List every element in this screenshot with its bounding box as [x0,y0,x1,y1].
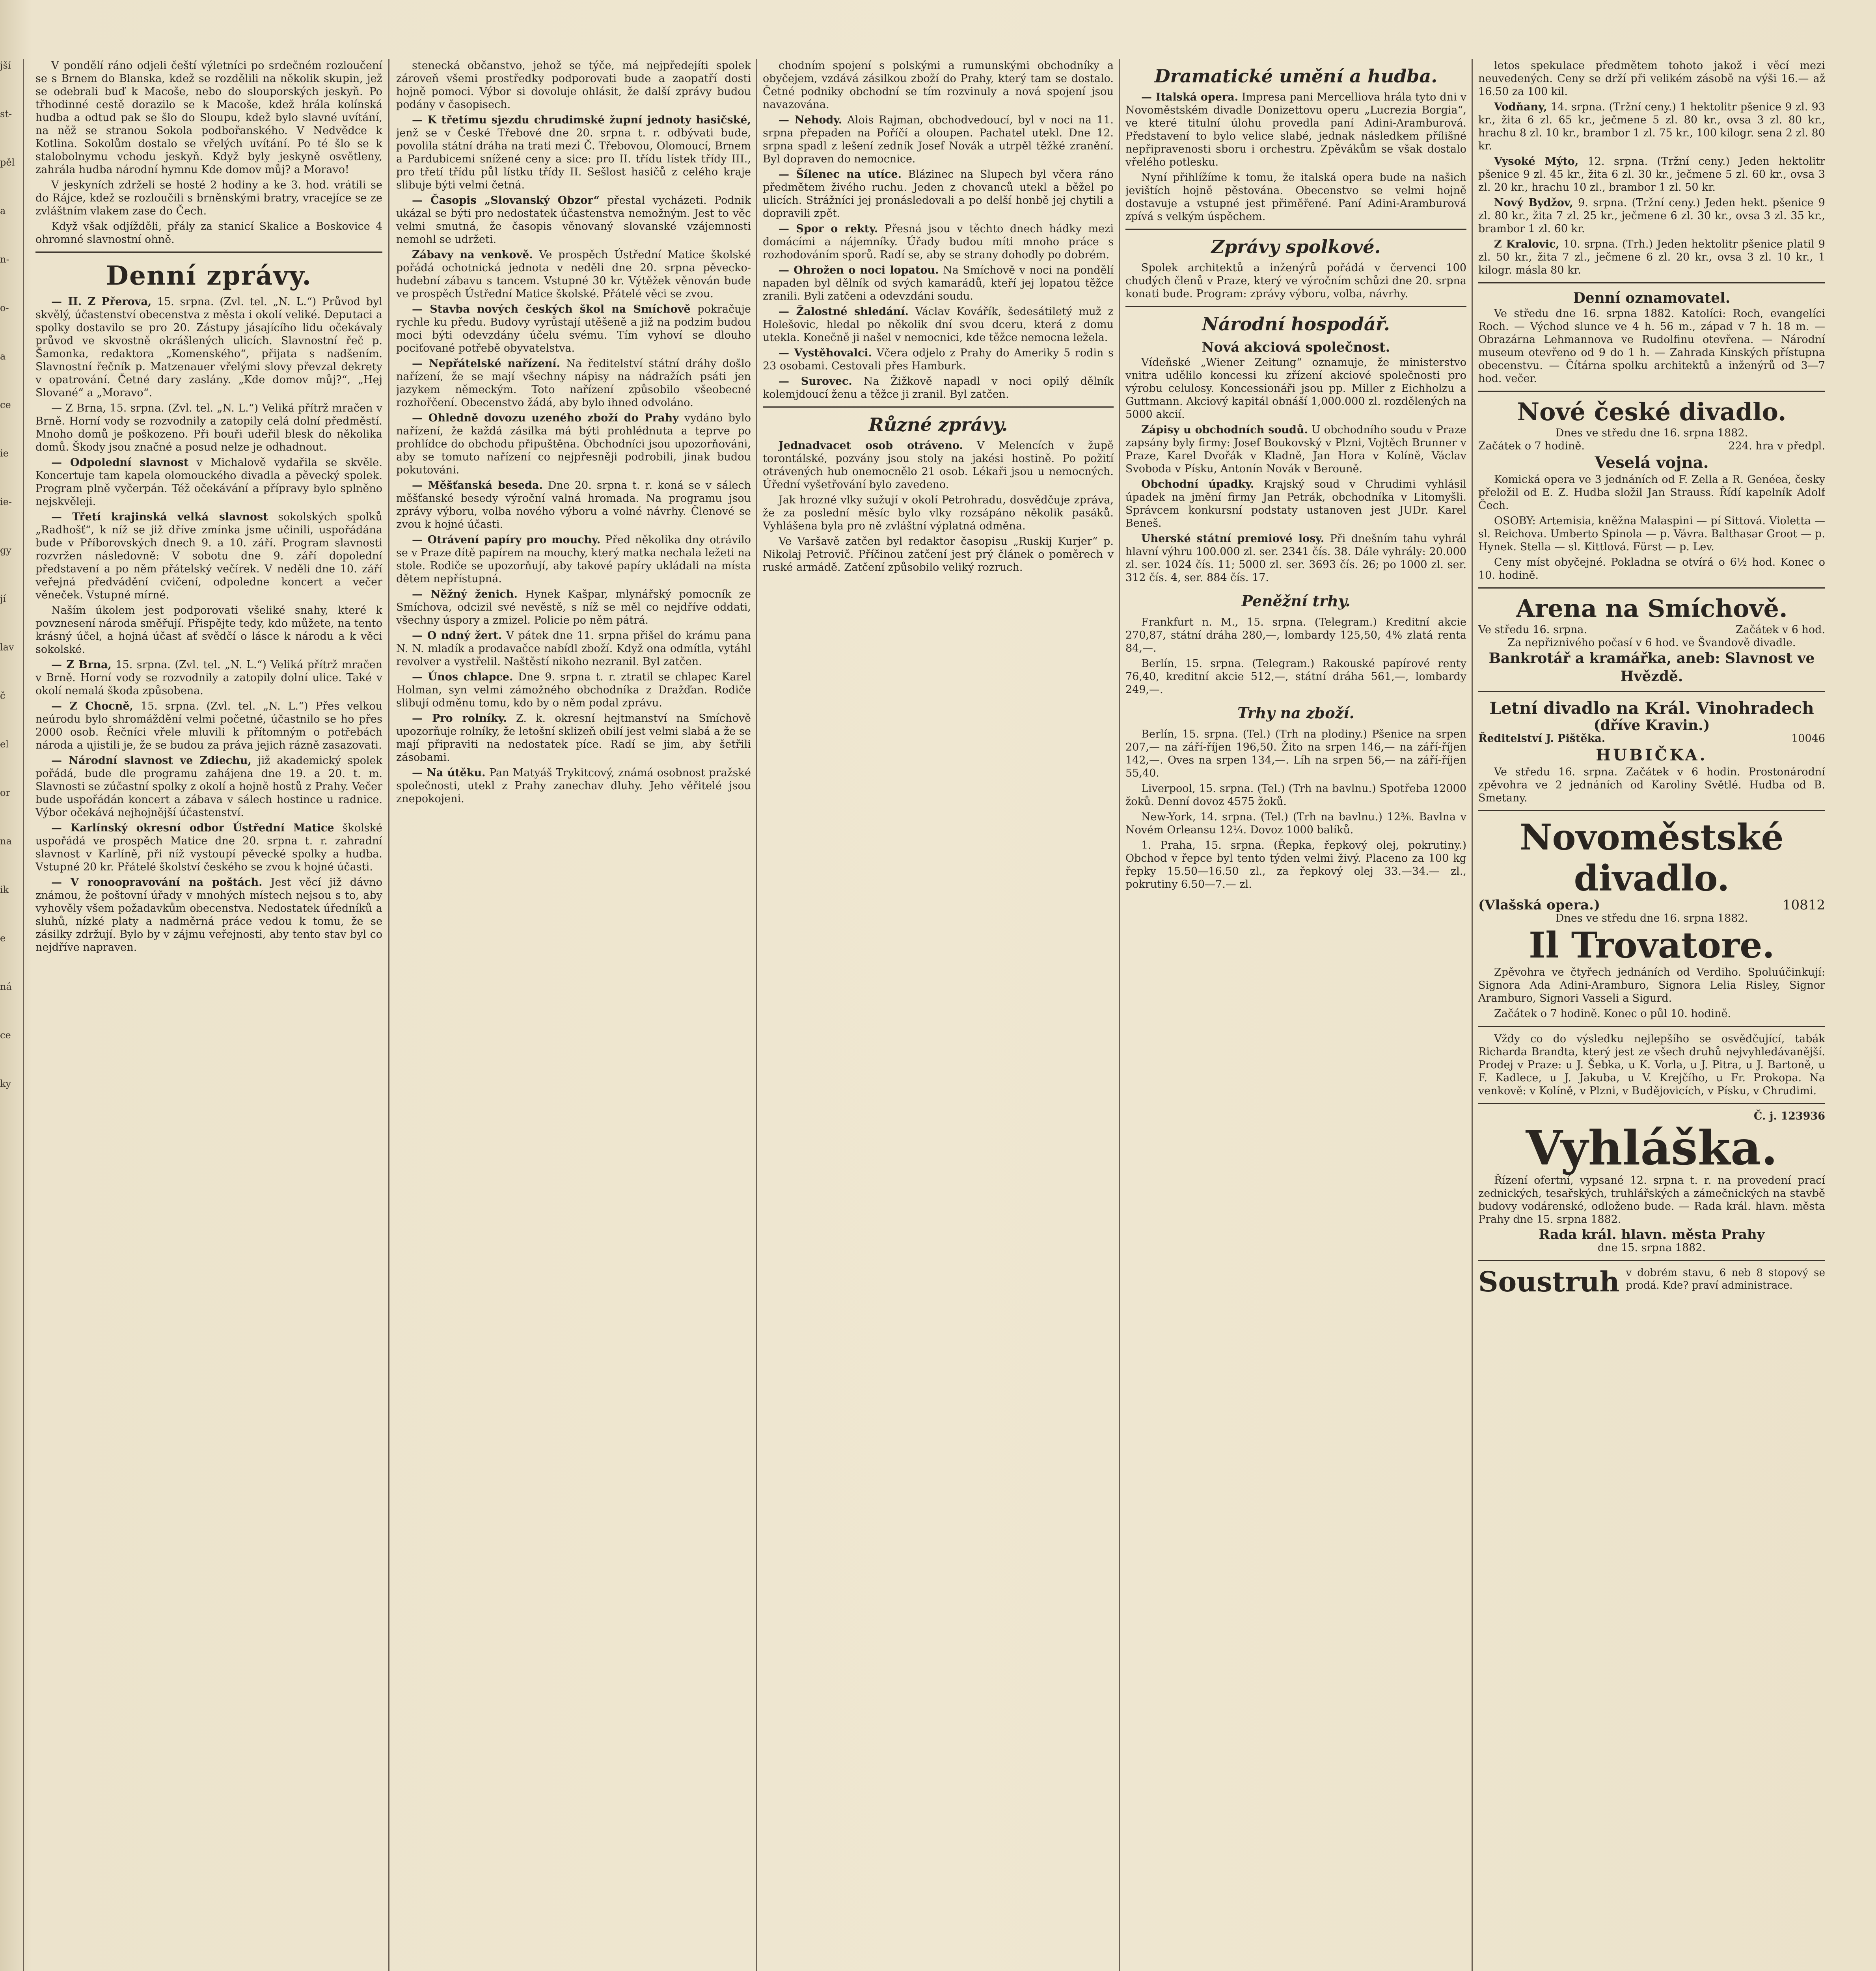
play-title: Bankrotář a kramářka, aneb: Slavnost ve Hvězdě. [1489,650,1815,685]
news-item: — Nehody. Alois Rajman, obchodvedoucí, byl v noci na 11. srpna přepaden na Poříčí a oloupen. Pachatel utekl. Dne 12. srpna spadl z lešení zedník Josef Novák a utrpěl těžké zranění. Byl dopraven do nemocnice. [763,114,1114,165]
separator [763,406,1114,408]
news-item: — Ohrožen o noci lopatou. Na Smíchově v noci na pondělí napaden byl dělník od svých kamarádů, kteří jej lopatou těžce zranili. Byli zatčeni a odevzdáni soudu. [763,264,1114,302]
news-item: Jak hrozné vlky sužují v okolí Petrohradu, dosvědčuje zpráva, že za poslední měsíc bylo vlky rozsápáno několik pasáků. Vyhlášena byla pro ně zvláštní výplatná odměna. [763,494,1114,532]
news-item: Nyní přihlížíme k tomu, že italská opera bude na našich jevištích hojně pěstována. Obecenstvo se velmi hojně dostavuje a vstupné jest přiměřené. Paní Adini-Aramburová zpívá s velkým úspěchem. [1125,171,1466,223]
news-item: — Karlínský okresní odbor Ústřední Matice školské uspořádá ve prospěch Matice dne 20. srpna t. r. zahradní slavnost v Karlíně, při níž vystoupí pěvecké spolky a hudba. Vstupné 20 kr. Přátelé školství českého se zvou k hojné účasti. [35,822,382,873]
edge-fragment: ky [0,1078,11,1089]
article-intro-3: Když však odjížděli, přály za stanicí Skalice a Boskovice 4 ohromné slavnostní ohně. [35,220,382,246]
separator [1125,306,1466,307]
separator [1478,282,1825,283]
section-title-denni-oznamovatel: Denní oznamovatel. [1573,290,1731,306]
news-item: — Šílenec na utíce. Blázinec na Slupech byl včera ráno předmětem živého ruchu. Jeden z chovanců utekl a běžel po ulicích. Strážníci jej pronásledovali a po delší honbě jej chytili a dopravili zpět. [763,168,1114,220]
separator [1478,1103,1825,1104]
separator [1478,587,1825,589]
separator [1478,691,1825,692]
market-report: New-York, 14. srpna. (Tel.) (Trh na bavlnu.) 12⅜. Bavlna v Novém Orleansu 12¼. Dovoz 1000 balíků. [1125,811,1466,836]
news-item: — Měšťanská beseda. Dne 20. srpna t. r. koná se v sálech měšťanské besedy výroční valná hromada. Na programu jsou zprávy výboru, volba nového výboru a volné návrhy. Členové se zvou k hojné účasti. [396,479,751,531]
theatre-listing-novomestske: Novoměstské divadlo. (Vlašská opera.) 10812 Dnes ve středu dne 16. srpna 1882. Il Trovatore. [1478,816,1825,966]
news-item: — Otrávení papíry pro mouchy. Před několika dny otrávilo se v Praze dítě papírem na mouchy, který matka nechala ležeti na stole. Rodiče se upozorňují, aby takové papíry ukládali na místa dětem nepřístupná. [396,534,751,585]
play-description: Komická opera ve 3 jednáních od F. Zella a R. Genéea, česky přeložil od E. Z. Hudba složil Jan Strauss. Řídí kapelník Adolf Čech. [1478,473,1825,512]
advertisement-tabak: Vždy co do výsledku nejlepšího se osvědčující, tabák Richarda Brandta, který jest ze všech druhů nejvyhledávanější. Prodej v Praze: u J. Šebka, u K. Vorla, u J. Pitra, u J. Bartoně, u F. Kadlece, u J. Jakuba, u V. Krejčího, u Fr. Prokopa. Na venkově: v Kolíně, v Plzni, v Budějovicích, v Písku, v Chrudimi. [1478,1033,1825,1097]
news-item: — Národní slavnost ve Zdiechu, již akademický spolek pořádá, bude dle programu zahájena dne 19. a 20. t. m. Slavnosti se zúčastní spolky z okolí a hojně hostů z Prahy. Večer bude uspořádán koncert a zábava v sálech hostince u radnice. Výbor očekává nejhojnější účastenství. [35,754,382,819]
play-cast: OSOBY: Artemisia, kněžna Malaspini — pí Sittová. Violetta — sl. Reichova. Umberto Spinola — p. Vávra. Balthasar Groot — p. Hynek. Stella — sl. Kittlová. Fürst — p. Lev. [1478,515,1825,553]
section-title-trhy-na-zbozi: Trhy na zboží. [1237,704,1354,722]
edge-fragment: ce [0,1030,11,1041]
news-item: Jednadvacet osob otráveno. V Melencích v župě torontálské, pozvány jsou stoly na jakési hostině. Po požití otrávených hub onemocnělo 21 osob. Lékaři jsou u nemocných. Úřední vyšetřování bylo zavedeno. [763,440,1114,491]
section-title-dramaticke-umeni: Dramatické umění a hudba. [1154,65,1438,87]
news-item: Ve Varšavě zatčen byl redaktor časopisu „Ruskij Kurjer“ p. Nikolaj Petrovič. Příčinou zatčení jest prý článek o poměrech v ruské armádě. Zatčení způsobilo veliký rozruch. [763,535,1114,574]
market-report: Vodňany, 14. srpna. (Tržní ceny.) 1 hektolitr pšenice 9 zl. 93 kr., žita 6 zl. 65 kr., ječmene 5 zl. 80 kr., ovsa 3 zl. 80 kr., hrachu 8 zl. 10 kr., brambor 1 zl. 75 kr., 100 kilogr. sena 2 zl. 80 kr. [1478,101,1825,152]
market-report: Berlín, 15. srpna. (Tel.) (Trh na plodiny.) Pšenice na srpen 207,— na září-říjen 196,50. Žito na srpen 146,— na září-říjen 142,—. Oves na srpen 134,—. Líh na srpen 56,— na září-říjen 55,40. [1125,728,1466,779]
theatre-listing-arena: Arena na Smíchově. Ve středu 16. srpna. Začátek v 6 hod. Za nepřiznivého počasí v 6 hod. ve Švandově divadle. Bankrotář a kramářka, aneb: Slavnost ve Hvězdě. [1478,594,1825,685]
article-intro-2: V jeskyních zdrželi se hosté 2 hodiny a ke 3. hod. vrátili se do Rájce, kdež se rozloučili s brněnskými bratry, vracejíce se ze zvláštním vlakem zase do Čech. [35,179,382,217]
play-prices: Ceny míst obyčejné. Pokladna se otvírá o 6½ hod. Konec o 10. hodině. [1478,556,1825,581]
news-item: Zápisy u obchodních soudů. U obchodního soudu v Praze zapsány byly firmy: Josef Boukovský v Plzni, Vojtěch Brunner v Praze, Karel Dvořák v Kladně, Jan Hora v Kolíně, Václav Svoboda v Písku, Antonín Novák v Berouně. [1125,424,1466,475]
news-item: Spolek architektů a inženýrů pořádá v červenci 100 chudých členů v Praze, který ve výročním schůzi dne 20. srpna konati bude. Program: zprávy výboru, volba, návrhy. [1125,262,1466,300]
column-rule [23,59,24,1971]
market-report: 1. Praha, 15. srpna. (Řepka, řepkový olej, pokrutiny.) Obchod v řepce byl tento týden velmi živý. Placeno za 100 kg řepky 15.50—16.50 zl., za řepkový olej 33.—34.— zl., pokrutiny 6.50—7.— zl. [1125,839,1466,890]
column-5 [1478,59,1825,1971]
news-item: — V ronoopravování na poštách. Jest věcí již dávno známou, že poštovní úřady v mnohých místech nejsou s to, aby vyhověly všem požadavkům obecenstva. Nedostatek úředníků a sluhů, nízké platy a nadměrná práce vedou k tomu, že se zásilky zdržují. Bylo by v zájmu veřejnosti, aby tento stav byl co nejdříve napraven. [35,876,382,954]
news-item: — K třetímu sjezdu chrudimské župní jednoty hasičské, jenž se v České Třebové dne 20. srpna t. r. odbývati bude, povolila státní dráha na trati mezi Č. Třebovou, Olomoucí, Brnem a Pardubicemi snížené ceny a sice: pro II. třídu lístek třídy III., pro třetí třídu půl lístku třídy II. Sešlost hasičů z celého kraje slibuje býti velmi četná. [396,114,751,191]
news-item: — Únos chlapce. Dne 9. srpna t. r. ztratil se chlapec Karel Holman, syn velmi zámožného obchodníka z Dražďan. Rodiče slibují odměnu tomu, kdo by o něm podal zprávu. [396,671,751,709]
edge-fragment: jí [0,593,6,604]
edge-fragment: na [0,836,12,847]
news-item: chodním spojení s polskými a rumunskými obchodníky a obyčejem, vzdává zásilkou zboží do Prahy, který tam se dostalo. Četné podniky obchodní se tím rozvinuly a nová spojení jsou navazována. [763,60,1114,111]
news-item: — Ohledně dovozu uzeného zboží do Prahy vydáno bylo nařízení, že každá zásilka má býti prohlédnuta a teprve po prohlídce do obchodu připuštěna. Obchodníci jsou upozorňováni, aby se tomuto nařízení co nejpřesněji podrobili, jinak budou pokutováni. [396,412,751,476]
play-title: Il Trovatore. [1529,924,1775,966]
notice-vyhlaska [1478,1120,1825,1176]
news-item: — Stavba nových českých škol na Smíchově pokračuje rychle ku předu. Budovy vyrůstají utěšeně a již na podzim budou moci býti odevzdány účelu svému. Tím vyhoví se dlouho pociťované potřebě obyvatelstva. [396,303,751,354]
notice-date: dne 15. srpna 1882. [1597,1242,1706,1254]
edge-fragment: el [0,739,9,750]
edge-fragment: ik [0,884,9,895]
play-title: HUBIČKA. [1596,746,1708,764]
separator [1478,391,1825,392]
separator [35,251,382,253]
article-intro: V pondělí ráno odjeli čeští výletníci po srdečném rozloučení se s Brnem do Blanska, kdež se rozdělili na několik skupin, jež se odebrali buď k Macoše, nebo do slouporských jeskyň. Po třhodinné cestě dorazilo se k Macoše, kdež hrála kolínská hudba a odtud pak se šlo do Sloupu, kdež bylo slavné uvítání, na něž se stranou Sokola podbořanského. V Nedvědce k Kotlina. Sokolům dostalo se vřelých uvítání. Po té šlo se k stalobolnymu vchodu jeskyň. Když byly jeskyně osvětleny, zahrála hudba národní hymnu Kde domov můj? a Moravo! [35,60,382,176]
theatre-listing-nove-ceske: Nové české divadlo. Dnes ve středu dne 16. srpna 1882. Začátek o 7 hodině. 224. hra v předpl. Veselá vojna. [1478,397,1825,473]
column-2 [396,59,751,1971]
left-column-edge [0,59,22,1971]
news-item: — Třetí krajinská velká slavnost sokolských spolků „Radhošť“, k níž se již dříve zmínka jsme učinili, uspořádána bude v Příborovských dnech 9. a 10. září. Program slavnosti rozvržen následovně: V sobotu dne 9. září dopolední představení a po něm přátelský večírek. V neděli dne 10. září veřejná předvádění cvičení, odpoledne koncert a večer věneček. Vstupné mírné. [35,511,382,601]
notice-signature: Rada král. hlavn. města Prahy [1539,1227,1765,1243]
news-item: — Žalostné shledání. Václav Kovářík, šedesátiletý muž z Holešovic, hledal po několik dní svou dceru, která z domu utekla. Konečně ji našel v nemocnici, kde těžce nemocna ležela. [763,306,1114,344]
section-title-denni-zpravy: Denní zprávy. [106,260,312,291]
news-item: — Pro rolníky. Z. k. okresní hejtmanství na Smíchově upozorňuje rolníky, že letošní sklizeň obilí jest velmi slabá a že se mají připraviti na nedostatek píce. Radí se jim, aby šetřili zásobami. [396,712,751,764]
edge-fragment: st- [0,108,12,119]
column-rule [1472,59,1473,1971]
edge-fragment: jší [0,60,11,71]
theatre-title: Letní divadlo na Král. Vinohradech [1489,699,1814,718]
news-item: — II. Z Přerova, 15. srpna. (Zvl. tel. „N. L.“) Průvod byl skvělý, účastenství obecenstva z města i okolí veliké. Deputaci a spolky dostavilo se pro 20. Zástupy jásajícího lidu očekávaly průvod ve skvostně okrášlených ulicích. Slavnostní řeč p. Šamonka, redaktora „Komenského“, přijata s nadšením. Slavnostní řečník p. Matzenauer vřelými slovy převzal dekrety v opatrování. Četné dary zaslány. „Kde domov můj?“, „Hej Slované“ a „Moravo“. [35,296,382,399]
news-item: — O ndný žert. V pátek dne 11. srpna přišel do krámu pana N. N. mladík a prodavačce nabídl zboží. Když ona odmítla, vytáhl revolver a vystřelil. Naštěstí nikoho nezranil. Byl zatčen. [396,630,751,668]
notice-number: Č. j. 123936 [1753,1110,1825,1122]
column-rule [388,59,389,1971]
edge-fragment: a [0,205,6,216]
theatre-title: Nové české divadlo. [1517,397,1787,426]
play-title: Veselá vojna. [1595,453,1709,472]
news-item: Vídeňské „Wiener Zeitung“ oznamuje, že ministerstvo vnitra udělilo koncessi ku zřízení akciové společnosti pro výrobu celulosy. Koncessionáři jsou pp. Miller z Eichholzu a Guttmann. Akciový kapitál obnáší 1,000.000 zl. rozdělených na 5000 akcií. [1125,356,1466,421]
news-item: — Z Brna, 15. srpna. (Zvl. tel. „N. L.“) Veliká přítrž mračen v Brně. Horní vody se rozvodnily a zatopily dolní ulice. Také v okolí nemalá škoda způsobena. [35,659,382,697]
edge-fragment: or [0,787,10,798]
market-report: letos spekulace předmětem tohoto jakož i věcí mezi neuvedených. Ceny se drží při velikém zásobě na výši 16.— až 16.50 za 100 kil. [1478,60,1825,98]
edge-fragment: n- [0,254,9,265]
edge-fragment: pěl [0,157,15,168]
market-report: Frankfurt n. M., 15. srpna. (Telegram.) Kreditní akcie 270,87, státní dráha 280,—, lombardy 125,50, 4% zlatá renta 84,—. [1125,616,1466,654]
edge-fragment: lav [0,642,14,653]
column-rule [1119,59,1120,1971]
news-item: — Vystěhovalci. Včera odjelo z Prahy do Ameriky 5 rodin s 23 osobami. Cestovali přes Hamburk. [763,347,1114,372]
advertisement-soustruh: Soustruh v dobrém stavu, 6 neb 8 stopový se prodá. Kde? praví administrace. [1478,1265,1825,1298]
edge-fragment: a [0,351,6,362]
news-item: — Italská opera. Impresa pani Mercelliova hrála tyto dni v Novoměstském divadle Donizettovu operu „Lucrezia Borgia“, ve které titulní úlohu provedla paní Adini-Aramburová. Představení to bylo velice slabé, jednak následkem přílišné nepřipravenosti sboru i orchestru. Zpěvákům se však dostalo vřelého potlesku. [1125,91,1466,168]
news-item: Obchodní úpadky. Krajský soud v Chrudimi vyhlásil úpadek na jmění firmy Jan Petrák, obchodníka v Litomyšli. Správcem konkursní podstaty ustanoven jest JUDr. Karel Beneš. [1125,478,1466,529]
separator [1478,1026,1825,1027]
edge-fragment: č [0,690,6,701]
edge-fragment: ce [0,399,11,410]
subheading-akciova-spolecnost: Nová akciová společnost. [1202,339,1390,355]
notice-title: Vyhláška. [1526,1120,1778,1176]
edge-fragment: o- [0,302,9,313]
news-item: — Surovec. Na Žižkově napadl v noci opilý dělník kolemjdoucí ženu a těžce ji zranil. Byl zatčen. [763,375,1114,401]
news-item: — Odpolední slavnost v Michalově vydařila se skvěle. Koncertuje tam kapela olomouckého divadla a pěvecký spolek. Program plně vyčerpán. Též očekávání a přípravy bylo splněno nejskvěleji. [35,456,382,508]
edge-fragment: ie- [0,496,12,507]
market-report: Z Kralovic, 10. srpna. (Trh.) Jeden hektolitr pšenice platil 9 zl. 50 kr., žita 7 zl., ječmene 6 zl. 20 kr., ovsa 3 zl. 10 kr., 1 kilogr. másla 80 kr. [1478,238,1825,276]
theatre-listing-vinohrady: Letní divadlo na Král. Vinohradech (dříve Kravin.) Ředitelství J. Pištěka. 10046 HUBIČKA. [1478,698,1825,766]
section-title-ruzne-zpravy: Různé zprávy. [868,414,1008,435]
news-item: Zábavy na venkově. Ve prospěch Ústřední Matice školské pořádá ochotnická jednota v neděli dne 20. srpna pěvecko-hudební zábavu s tancem. Vstupné 30 kr. Výtěžek věnován bude ve prospěch Ústřední Matice školské. Přátelé věci se zvou. [396,249,751,300]
edge-fragment: ná [0,981,12,992]
edge-fragment: gy [0,545,11,556]
news-item: Naším úkolem jest podporovati všeliké snahy, které k povznesení národa směřují. Přispějte tedy, kdo můžete, na tento krásný účel, a hojná účast ať svědčí o lásce k národu a k věci sokolské. [35,604,382,656]
daily-notice: Ve středu dne 16. srpna 1882. Katolíci: Roch, evangelíci Roch. — Východ slunce ve 4 h. 56 m., západ v 7 h. 18 m. — Obrazárna Lehmannova ve Rudolfinu otevřena. — Národní museum otevřeno od 9 do 1 h. — Zahrada Kinských přístupna obecenstvu. — Čítárna spolku architektů a inženýrů od 3—7 hod. večer. [1478,307,1825,385]
news-item: — Z Brna, 15. srpna. (Zvl. tel. „N. L.“) Veliká přítrž mračen v Brně. Horní vody se rozvodnily a zatopily celá dolní předměstí. Mnoho domů je poškozeno. Při bouři udeřil blesk do několika domů. Škody jsou značné a posud nelze je odhadnout. [35,402,382,453]
market-report: Nový Bydžov, 9. srpna. (Tržní ceny.) Jeden hekt. pšenice 9 zl. 80 kr., žita 7 zl. 25 kr., ječmene 6 zl. 30 kr., ovsa 3 zl. 35 kr., brambor 1 zl. 60 kr. [1478,197,1825,235]
column-rule [756,59,757,1971]
news-item: stenecká občanstvo, jehož se týče, má nejpředejíti spolek zároveň všemi prostředky podporovati bude a zaopatří dosti hojně pomoci. Výbor si dovoluje ohlásit, že další zprávy budou podány v časopisech. [396,60,751,111]
section-title-penezni-trhy: Peněžní trhy. [1241,592,1351,610]
play-description: Ve středu 16. srpna. Začátek v 6 hodin. Prostonárodní zpěvohra ve 2 jednáních od Karoliny Světlé. Hudba od B. Smetany. [1478,766,1825,804]
column-3 [763,59,1114,1971]
news-item: — Časopis „Slovanský Obzor“ přestal vycházeti. Podnik ukázal se býti pro nedostatek účastenstva nemožným. Jest to věc velmi smutná, že časopis věnovaný slovanské vzájemnosti nemohl se udržeti. [396,194,751,246]
separator [1125,229,1466,230]
theatre-title: Novoměstské divadlo. [1520,816,1784,899]
market-report: Liverpool, 15. srpna. (Tel.) (Trh na bavlnu.) Spotřeba 12000 žoků. Denní dovoz 4575 žoků. [1125,782,1466,808]
separator [1478,1260,1825,1261]
market-report: Berlín, 15. srpna. (Telegram.) Rakouské papírové renty 76,40, kreditní akcie 512,—, státní dráha 561,—, lombardy 249,—. [1125,658,1466,696]
play-description: Zpěvohra ve čtyřech jednáních od Verdiho. Spoluúčinkují: Signora Ada Adini-Aramburo, Signora Lelia Risley, Signor Aramburo, Signori Vasseli a Sigurd. [1478,966,1825,1004]
notice-text: Řízení ofertní, vypsané 12. srpna t. r. na provedení prací zednických, tesařských, truhlářských a zámečnických na stavbě budovy vodárenské, odloženo bude. — Rada král. hlavn. města Prahy dne 15. srpna 1882. [1478,1174,1825,1226]
news-item: Uherské státní premiové losy. Při dnešním tahu vyhrál hlavní výhru 100.000 zl. ser. 2341 čís. 38. Dále vyhrály: 20.000 zl. ser. 1024 čís. 11; 5000 zl. ser. 3693 čís. 26; po 1000 zl. ser. 312 čís. 4, ser. 884 čís. 17. [1125,533,1466,584]
theatre-title: Arena na Smíchově. [1516,594,1788,623]
separator [1478,810,1825,811]
edge-fragment: ie [0,448,9,459]
column-1 [35,59,382,1971]
section-title-narodni-hospodar: Národní hospodář. [1202,313,1390,335]
market-report: Vysoké Mýto, 12. srpna. (Tržní ceny.) Jeden hektolitr pšenice 9 zl. 45 kr., žita 6 zl. 30 kr., ječmene 5 zl. 60 kr., ovsa 3 zl. 20 kr., hrachu 10 zl., brambor 1 zl. 50 kr. [1478,155,1825,194]
news-item: — Něžný ženich. Hynek Kašpar, mlynářský pomocník ze Smíchova, odcizil své nevěstě, s níž se měl co nejdříve oddati, všechny úspory a zmizel. Policie po něm pátrá. [396,588,751,626]
news-item: — Nepřátelské nařízení. Na ředitelství státní dráhy došlo nařízení, že se mají všechny nápisy na nádražích psáti jen jazykem německým. Toto nařízení způsobilo všeobecné rozhořčení. Obecenstvo žádá, aby bylo ihned odvoláno. [396,358,751,409]
news-item: — Na útěku. Pan Matyáš Trykitcový, známá osobnost pražské společnosti, utekl z Prahy zanechav dluhy. Jeho věřitelé jsou znepokojeni. [396,767,751,805]
play-time: Začátek o 7 hodině. Konec o půl 10. hodině. [1494,1008,1731,1020]
column-4 [1125,59,1466,1971]
section-title-zpravy-spolkove: Zprávy spolkové. [1211,236,1381,257]
news-item: — Spor o rekty. Přesná jsou v těchto dnech hádky mezi domácími a nájemníky. Úřady budou míti mnoho práce s rozhodováním sporů. Radí se, aby se strany dohodly po dobrém. [763,223,1114,261]
news-item: — Z Chocně, 15. srpna. (Zvl. tel. „N. L.“) Přes velkou neúrodu bylo shromáždění velmi početné, účastnilo se ho přes 2000 osob. Řečníci vřele mluvili k přítomným o potřebách národa a ujistili je, že se budou za práva jejich rázně zasazovati. [35,700,382,751]
edge-fragment: e [0,933,6,944]
